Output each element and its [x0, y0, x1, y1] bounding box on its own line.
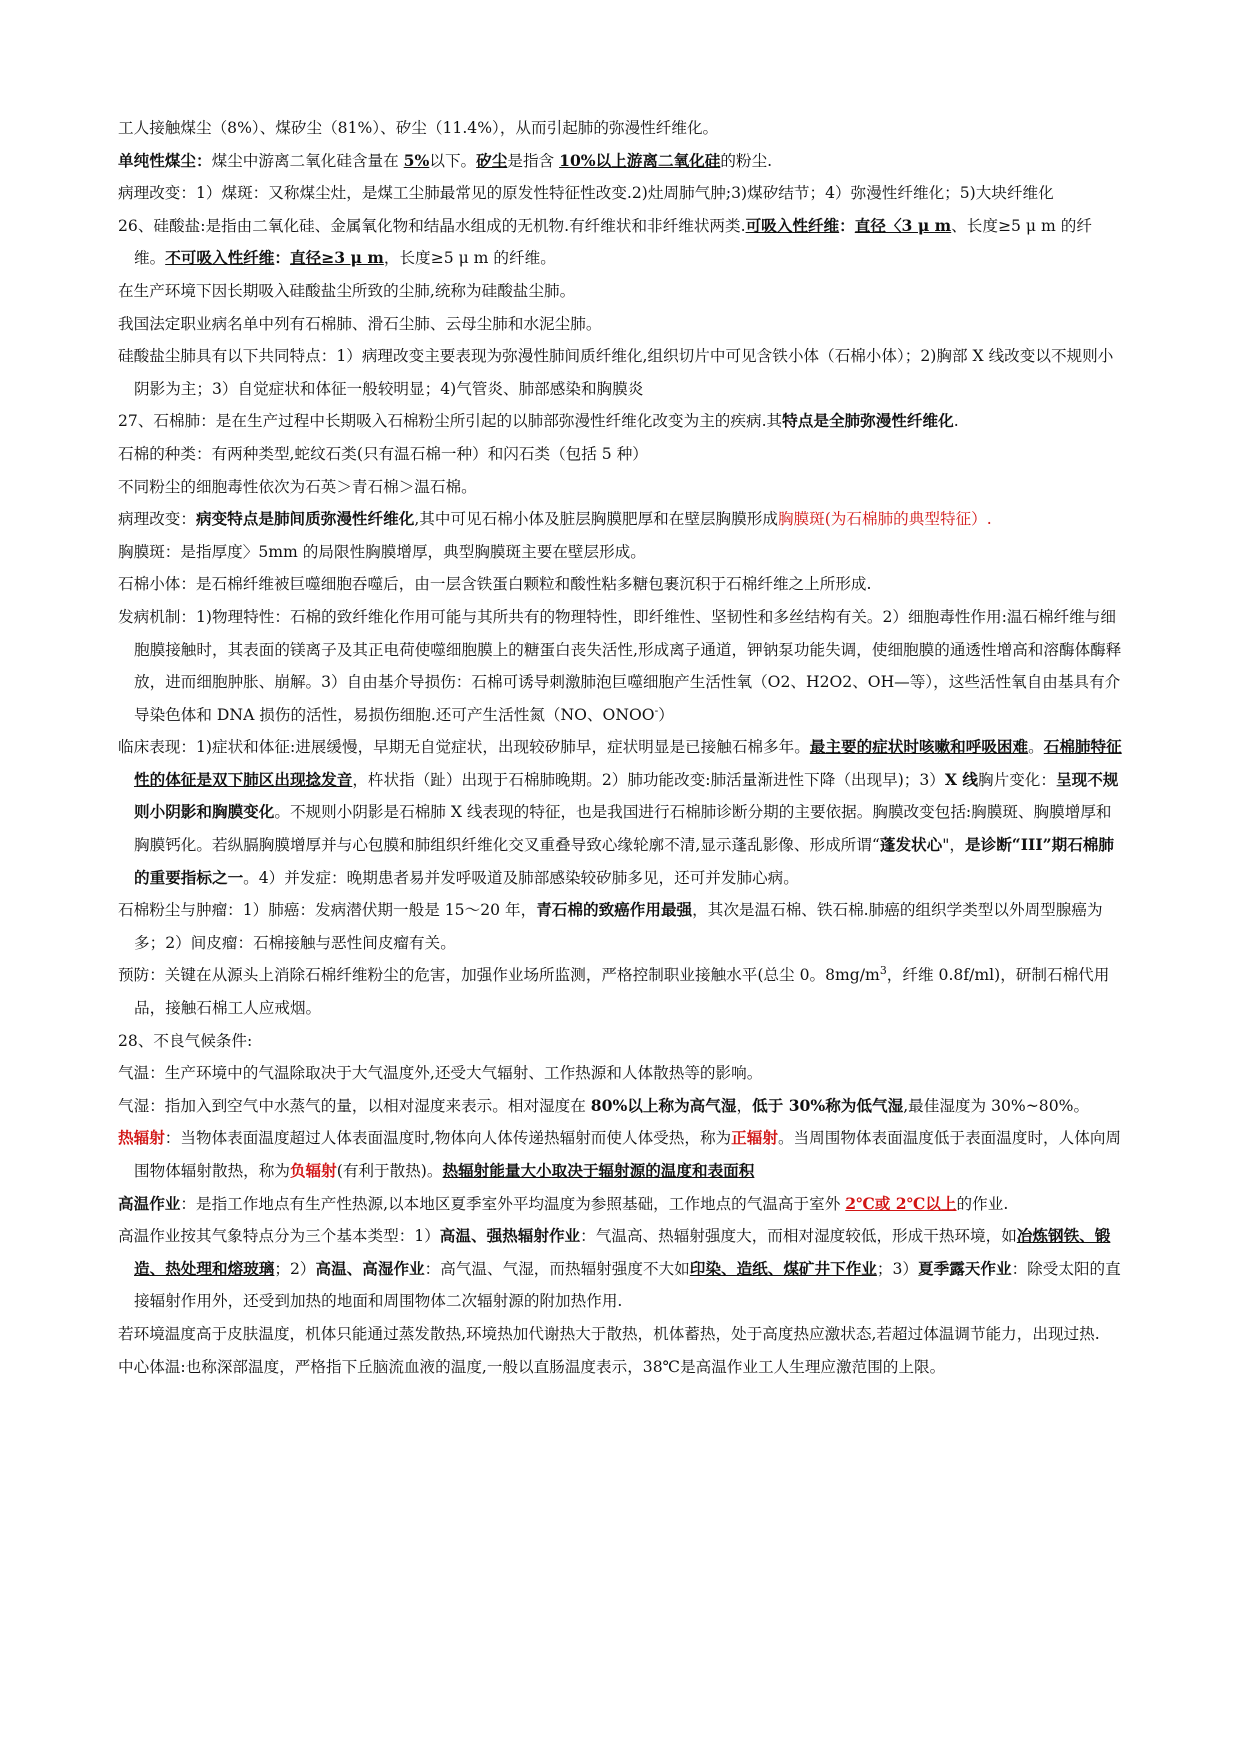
- text-run: ,最佳湿度为 30%~80%。: [903, 1096, 1090, 1115]
- text-run: 特点是全肺弥漫性纤维化: [782, 411, 954, 431]
- text-run: 石棉的种类：有两种类型,蛇纹石类(只有温石棉一种）和闪石类（包括 5 种）: [118, 444, 648, 463]
- text-run: ：气温高、热辐射强度大，而相对湿度较低，形成干热环境，如: [580, 1227, 1017, 1246]
- text-run: 28、不良气候条件:: [118, 1031, 253, 1050]
- text-run: 冶炼钢铁、锻造、热处理和熔玻璃: [134, 1226, 1111, 1278]
- text-run: 夏季露天作业: [918, 1258, 1012, 1278]
- text-run: 10%以上游离二氧化硅: [559, 150, 721, 170]
- paragraph: [118, 210, 1123, 275]
- text-run: 负辐射: [289, 1161, 337, 1180]
- text-run: 2℃或 2℃以上: [845, 1193, 957, 1213]
- text-run: 在生产环境下因长期吸入硅酸盐尘所致的尘肺,统称为硅酸盐尘肺。: [118, 281, 576, 300]
- paragraph: [118, 1122, 1123, 1187]
- text-run: 26、硅酸盐:是指由二氧化硅、金属氧化物和结晶水组成的无机物.有纤维状和非纤维状两类.: [118, 216, 746, 235]
- text-run: 低于 30%称为低气湿: [752, 1095, 904, 1115]
- paragraph: [118, 959, 1123, 1024]
- text-run: 石棉小体：是石棉纤维被巨噬细胞吞噬后，由一层含铁蛋白颗粒和酸性粘多糖包裹沉积于石棉纤维之上所形成.: [118, 575, 872, 594]
- document-body: [118, 112, 1123, 1383]
- text-run: ，长度≥5 μ m 的纤维。: [383, 249, 556, 268]
- text-run: 可吸入性纤维: [745, 215, 840, 235]
- text-run: ，: [736, 1096, 753, 1115]
- paragraph: [118, 601, 1123, 731]
- text-run: 最主要的症状时咳嗽和呼吸困难: [809, 737, 1029, 757]
- text-run: 热辐射: [118, 1128, 165, 1148]
- paragraph: [118, 438, 1123, 471]
- text-run: 病变特点是肺间质弥漫性纤维化: [195, 509, 415, 529]
- text-run: 中心体温:也称深部温度，严格指下丘脑流血液的温度,一般以直肠温度表示，38℃是高温作业工人生理应激范围的上限。: [118, 1357, 946, 1376]
- text-run: ：是指工作地点有生产性热源,以本地区夏季室外平均温度为参照基础，工作地点的气温高于室外: [180, 1194, 846, 1213]
- text-run: 气温：生产环境中的气温除取决于大气温度外,还受大气辐射、工作热源和人体散热等的影响。: [118, 1064, 763, 1083]
- text-run: ：: [839, 215, 855, 235]
- text-run: ，杵状指（趾）出现于石棉肺晚期。2）肺功能改变:肺活量渐进性下降（出现早)；3）: [352, 770, 945, 789]
- paragraph: [118, 340, 1123, 405]
- text-run: 若环境温度高于皮肤温度，机体只能通过蒸发散热,环境热加代谢热大于散热，机体蓄热，处于高度热应激状态,若超过体温调节能力，出现过热.: [118, 1324, 1100, 1343]
- text-run: 的作业.: [956, 1194, 1009, 1213]
- text-run: .: [953, 412, 959, 431]
- text-run: 胸膜斑：是指厚度〉5mm 的局限性胸膜增厚，典型胸膜斑主要在壁层形成。: [118, 542, 646, 561]
- text-run: ；2）: [274, 1259, 316, 1278]
- text-run: "，: [942, 836, 966, 855]
- text-run: 是诊断“III”期石棉肺的重要指标之一: [134, 835, 1114, 887]
- text-run: 石棉粉尘与肿瘤：1）肺癌：发病潜伏期一般是 15～20 年，: [118, 901, 537, 920]
- text-run: 高温作业按其气象特点分为三个基本类型：1）: [118, 1227, 440, 1246]
- text-run: 。当周围物体表面温度低于表面温度时，人体向周围物体辐射散热，称为: [134, 1129, 1122, 1180]
- text-run: 石棉肺特征性的体征是双下肺区出现捻发音: [134, 737, 1122, 789]
- paragraph: [118, 503, 1123, 536]
- paragraph: [118, 275, 1123, 308]
- text-run: (有利于散热)。: [336, 1162, 443, 1180]
- paragraph: [118, 1090, 1123, 1123]
- paragraph: [118, 112, 1123, 145]
- text-run: 胸片变化：: [978, 770, 1056, 789]
- text-run: 高温、强热辐射作业: [439, 1226, 581, 1246]
- text-run: 27、石棉肺：是在生产过程中长期吸入石棉粉尘所引起的以肺部弥漫性纤维化改变为主的疾病.其: [118, 412, 783, 431]
- text-run: 病理改变：: [118, 510, 196, 529]
- text-run: ,其中可见石棉小体及脏层胸膜肥厚和在壁层胸膜形成: [414, 510, 778, 529]
- paragraph: [118, 308, 1123, 341]
- paragraph: [118, 894, 1123, 959]
- text-run: 正辐射: [731, 1128, 778, 1148]
- text-run: -: [654, 703, 659, 717]
- paragraph: [118, 1318, 1123, 1351]
- text-run: 高温作业: [118, 1193, 181, 1213]
- text-run: ：当物体表面温度超过人体表面温度时,物体向人体传递热辐射而使人体受热，称为: [164, 1129, 732, 1148]
- text-run: 。不规则小阴影是石棉肺 X 线表现的特征，也是我国进行石棉肺诊断分期的主要依据。胸膜改变包括:胸膜斑、胸膜增厚和胸膜钙化。若纵膈胸膜增厚并与心包膜和肺组织纤维化交叉重叠导致心缘轮廓不清,显示蓬乱影像、形成所谓“: [134, 803, 1112, 855]
- text-run: X 线: [944, 769, 979, 789]
- text-run: ，纤维 0.8f/ml)，研制石棉代用品，接触石棉工人应戒烟。: [134, 966, 1110, 1018]
- paragraph: [118, 731, 1123, 894]
- text-run: 蓬发状心: [879, 835, 943, 855]
- text-run: 3: [879, 964, 887, 978]
- text-run: 印染、造纸、煤矿井下作业: [689, 1258, 877, 1278]
- text-run: ，其次是温石棉、铁石棉.肺癌的组织学类型以外周型腺癌为多；2）间皮瘤：石棉接触与恶性间皮瘤有关。: [134, 901, 1103, 952]
- text-run: 青石棉的致癌作用最强: [536, 900, 693, 920]
- text-run: 。4）并发症：晚期患者易并发呼吸道及肺部感染较矽肺多见，还可并发肺心病。: [243, 868, 799, 887]
- text-run: 80%以上称为高气湿: [590, 1095, 737, 1115]
- text-run: ：高气温、气湿，而热辐射强度不大如: [424, 1259, 690, 1278]
- text-run: 热辐射能量大小取决于辐射源的温度和表面积: [442, 1161, 755, 1180]
- text-run: 。: [1028, 738, 1044, 757]
- text-run: 高温、高湿作业: [315, 1258, 425, 1278]
- text-run: 发病机制：1)物理特性：石棉的致纤维化作用可能与其所共有的物理特性，即纤维性、坚韧性和多丝结构有关。2）细胞毒性作用:温石棉纤维与细胞膜接触时，其表面的镁离子及其正电荷使噬细胞膜上的糖蛋白丧失活性,形成离子通道，钾钠泵功能失调，使细胞膜的通透性增高和溶酶体酶释放，进而细胞肿胀、崩解。3）自由基介导损伤：石棉可诱导刺激肺泡巨噬细胞产生活性氧（O2、H2O2、OH—等），这些活性氧自由基具有介导染色体和 DNA 损伤的活性，易损伤细胞.还可产生活性氮（NO、ONOO: [118, 607, 1122, 724]
- text-run: 工人接触煤尘（8%）、煤矽尘（81%）、矽尘（11.4%），从而引起肺的弥漫性纤维化。: [118, 119, 719, 137]
- text-run: 是指含: [507, 151, 560, 170]
- text-run: 胸膜斑(为石棉肺的典型特征）.: [777, 510, 992, 529]
- paragraph: [118, 1057, 1123, 1090]
- text-run: 呈现不规则小阴影和胸膜变化: [134, 769, 1119, 822]
- text-run: 我国法定职业病名单中列有石棉肺、滑石尘肺、云母尘肺和水泥尘肺。: [118, 314, 602, 333]
- paragraph: [118, 177, 1123, 210]
- text-run: 气湿：指加入到空气中水蒸气的量，以相对湿度来表示。相对湿度在: [118, 1096, 591, 1115]
- paragraph: [118, 1188, 1123, 1221]
- paragraph: [118, 145, 1123, 178]
- text-run: 、长度≥5 μ m 的纤维。: [134, 216, 1092, 268]
- text-run: 煤尘中游离二氧化硅含量在: [211, 151, 404, 170]
- paragraph: [118, 1351, 1123, 1384]
- text-run: 不可吸入性纤维: [165, 248, 275, 268]
- text-run: 5%: [403, 150, 430, 170]
- text-run: 不同粉尘的细胞毒性依次为石英＞青石棉＞温石棉。: [118, 477, 477, 496]
- paragraph: [118, 536, 1123, 569]
- text-run: 直径≥3 μ m: [289, 248, 384, 268]
- paragraph: [118, 568, 1123, 601]
- text-run: ：除受太阳的直接辐射作用外，还受到加热的地面和周围物体二次辐射源的附加热作用.: [134, 1259, 1121, 1311]
- paragraph: [118, 471, 1123, 504]
- text-run: 的粉尘.: [720, 151, 773, 170]
- paragraph: [118, 1220, 1123, 1318]
- text-run: 直径〈3 μ m: [854, 215, 952, 235]
- paragraph: [118, 1025, 1123, 1058]
- text-run: ）: [658, 705, 674, 724]
- text-run: 矽尘: [476, 150, 508, 170]
- text-run: ；3）: [876, 1259, 918, 1278]
- text-run: 单纯性煤尘：: [118, 150, 212, 170]
- text-run: 病理改变：1）煤斑：又称煤尘灶，是煤工尘肺最常见的原发性特征性改变.2)灶周肺气肿;3)煤矽结节；4）弥漫性纤维化；5)大块纤维化: [118, 184, 1054, 203]
- text-run: 硅酸盐尘肺具有以下共同特点：1）病理改变主要表现为弥漫性肺间质纤维化,组织切片中可见含铁小体（石棉小体）；2)胸部 X 线改变以不规则小阴影为主；3）自觉症状和体征一般较明显；4)气管炎、肺部感染和胸膜炎: [118, 347, 1114, 398]
- text-run: 临床表现：1)症状和体征:进展缓慢，早期无自觉症状，出现较矽肺早，症状明显是已接触石棉多年。: [118, 738, 810, 757]
- text-run: ：: [274, 248, 290, 268]
- text-run: 以下。: [429, 151, 477, 170]
- paragraph: [118, 405, 1123, 438]
- text-run: 预防：关键在从源头上消除石棉纤维粉尘的危害，加强作业场所监测，严格控制职业接触水平(总尘 0。8mg/m: [118, 966, 880, 985]
